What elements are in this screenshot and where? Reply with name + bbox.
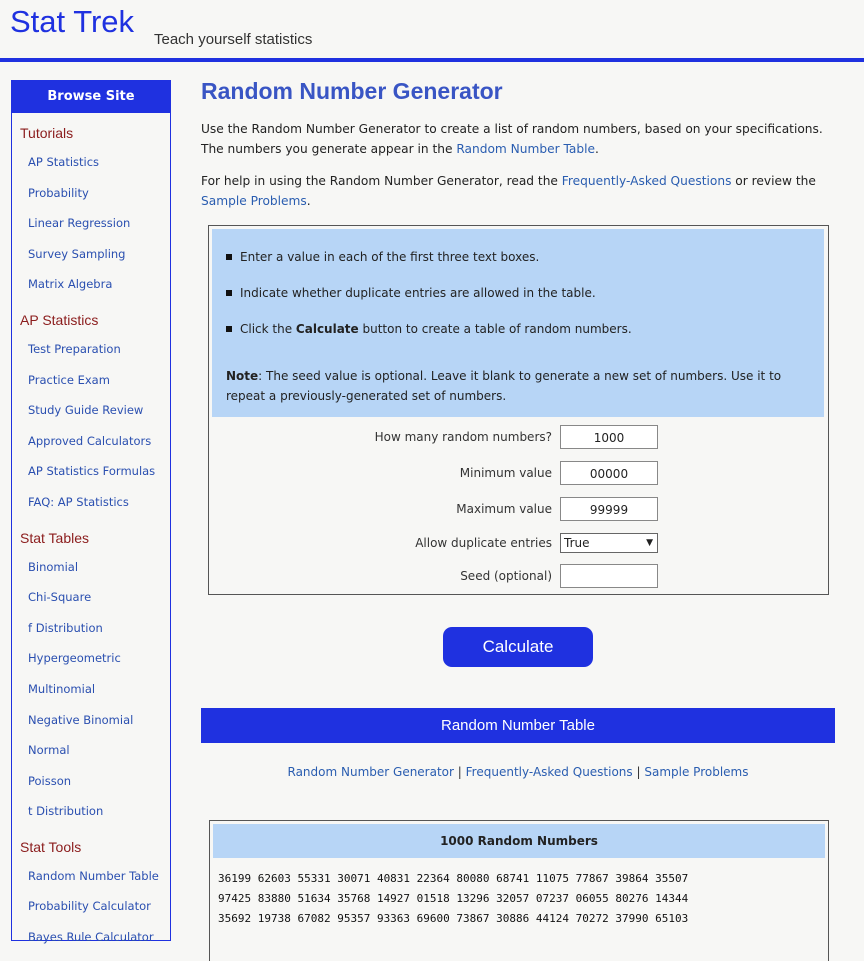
seed-input[interactable] (560, 564, 658, 588)
sidebar-item-random-number-table[interactable]: Random Number Table (28, 868, 159, 883)
calculate-button[interactable]: Calculate (443, 627, 593, 667)
random-number-table-heading: Random Number Table (201, 708, 835, 743)
help-text: For help in using the Random Number Generator, read the (201, 174, 562, 188)
intro-end: . (595, 142, 599, 156)
sidebar-item-ap-statistics-formulas[interactable]: AP Statistics Formulas (28, 464, 156, 479)
instructions-panel (212, 229, 824, 417)
sidebar-item-f-distribution[interactable]: f Distribution (28, 620, 103, 635)
sidebar-item-binomial[interactable]: Binomial (28, 559, 79, 574)
sidebar-item-ap-statistics[interactable]: AP Statistics (28, 155, 100, 169)
sidebar-item-matrix-algebra[interactable]: Matrix Algebra (28, 277, 113, 292)
link-separator: | (636, 765, 641, 779)
sidebar-item-multinomial[interactable]: Multinomial (28, 681, 96, 696)
sidebar-item-test-preparation[interactable]: Test Preparation (28, 341, 121, 356)
results-panel (209, 820, 829, 961)
instruction-text: Enter a value in each of the first three text boxes. (240, 250, 540, 264)
link-separator: | (457, 765, 462, 779)
duplicates-label: Allow duplicate entries (415, 536, 552, 550)
sidebar-item-linear-regression[interactable]: Linear Regression (28, 216, 131, 231)
instruction-step (226, 249, 632, 285)
sidebar-item-approved-calculators[interactable]: Approved Calculators (28, 433, 152, 448)
instruction-text: Indicate whether duplicate entries are allowed in the table. (240, 286, 596, 300)
sidebar-item-poisson[interactable]: Poisson (28, 773, 72, 788)
sidebar-item-probability-calculator[interactable]: Probability Calculator (28, 899, 151, 914)
help-end: . (306, 194, 311, 208)
instruction-text: Click the (240, 322, 296, 336)
sidebar-item-probability[interactable]: Probability (28, 185, 89, 200)
min-row (209, 461, 828, 487)
min-label: Minimum value (459, 466, 552, 480)
bullet-icon (226, 326, 232, 332)
sidebar-item-faq-ap-statistics[interactable]: FAQ: AP Statistics (28, 494, 129, 509)
count-input[interactable]: 1000 (560, 425, 658, 449)
instruction-text: button to create a table of random numbers. (358, 322, 632, 336)
sidebar-title: Browse Site (12, 80, 170, 113)
site-header (0, 0, 864, 63)
bullet-icon (226, 290, 232, 296)
max-row (209, 497, 828, 523)
sample-problems-bottom-link[interactable]: Sample Problems (644, 765, 749, 779)
intro-paragraph (201, 119, 835, 159)
dropdown-arrow-icon: ▼ (646, 538, 653, 548)
instruction-step (226, 285, 632, 321)
sidebar-item-bayes-rule-calculator[interactable]: Bayes Rule Calculator (28, 930, 154, 945)
sidebar-item-practice-exam[interactable]: Practice Exam (28, 372, 110, 387)
help-paragraph (201, 171, 835, 211)
seed-note (226, 366, 816, 406)
duplicates-row (209, 533, 828, 559)
site-logo[interactable]: Stat Trek (10, 4, 135, 39)
sidebar-item-hypergeometric[interactable]: Hypergeometric (28, 651, 121, 666)
duplicates-value: True (564, 536, 590, 550)
generator-form (208, 225, 829, 595)
number-row: 36199 62603 55331 30071 40831 22364 80080 68741 11075 77867 39864 35507 (218, 872, 689, 885)
rng-link[interactable]: Random Number Generator (287, 765, 454, 779)
bullet-icon (226, 254, 232, 260)
seed-label: Seed (optional) (460, 569, 552, 583)
max-label: Maximum value (456, 502, 552, 516)
sidebar-item-study-guide-review[interactable]: Study Guide Review (28, 403, 144, 418)
sample-problems-link[interactable]: Sample Problems (201, 194, 307, 208)
results-heading: 1000 Random Numbers (213, 824, 825, 858)
sidebar-section-stat-tables: Stat Tables (20, 529, 90, 546)
instruction-bold: Calculate (295, 322, 359, 336)
note-text: : The seed value is optional. Leave it blank to generate a new set of numbers. Use it to repeat a previously-generated set of numbers. (226, 369, 782, 403)
sidebar (11, 80, 171, 945)
count-row (209, 425, 828, 451)
min-input[interactable]: 00000 (560, 461, 658, 485)
sidebar-item-survey-sampling[interactable]: Survey Sampling (28, 246, 126, 261)
sidebar-item-chi-square[interactable]: Chi-Square (28, 590, 92, 605)
sidebar-section-tutorials: Tutorials (20, 125, 74, 141)
faq-link[interactable]: Frequently-Asked Questions (561, 174, 732, 188)
site-tagline: Teach yourself statistics (154, 31, 313, 48)
number-row: 97425 83880 51634 35768 14927 01518 13296 32057 07237 06055 80276 14344 (218, 892, 689, 905)
faq-bottom-link[interactable]: Frequently-Asked Questions (465, 765, 633, 779)
sidebar-item-normal[interactable]: Normal (28, 743, 70, 758)
sidebar-section-ap-statistics: AP Statistics (20, 311, 99, 328)
count-label: How many random numbers? (374, 430, 552, 444)
random-numbers-output (218, 869, 688, 929)
sidebar-item-negative-binomial[interactable]: Negative Binomial (28, 712, 134, 727)
header-divider (0, 58, 864, 62)
instruction-step (226, 321, 632, 357)
sidebar-item-t-distribution[interactable]: t Distribution (28, 804, 104, 819)
help-mid: or review the (731, 174, 816, 188)
note-label: Note (226, 369, 259, 383)
page-title: Random Number Generator (201, 78, 503, 104)
seed-row (209, 564, 828, 590)
intro-text: Use the Random Number Generator to create a list of random numbers, based on your specifications. The numbers you generate appear in the (201, 122, 823, 156)
random-number-table-link[interactable]: Random Number Table (456, 142, 596, 156)
max-input[interactable]: 99999 (560, 497, 658, 521)
sidebar-section-stat-tools: Stat Tools (20, 838, 82, 855)
main-content (201, 76, 835, 925)
related-links (201, 765, 835, 779)
duplicates-select[interactable] (560, 533, 658, 553)
number-row: 35692 19738 67082 95357 93363 69600 73867 30886 44124 70272 37990 65103 (218, 912, 689, 925)
